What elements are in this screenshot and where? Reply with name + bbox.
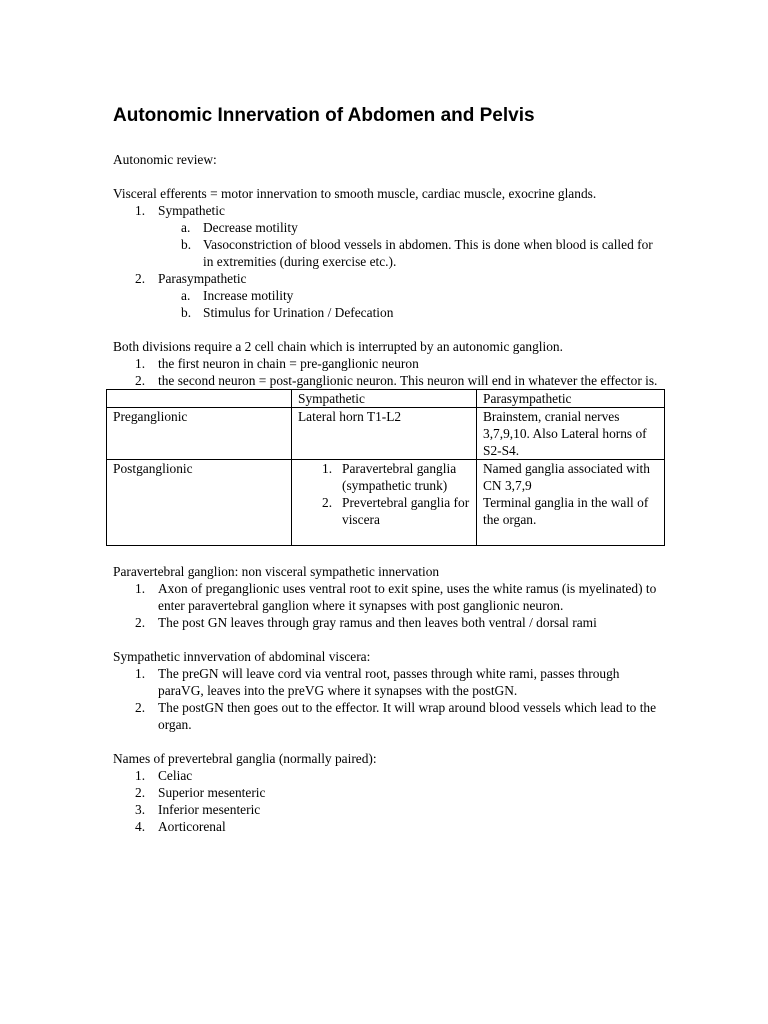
list-number: b.	[181, 237, 192, 252]
list-text: Paravertebral ganglia (sympathetic trunk)	[342, 461, 457, 493]
list-item	[113, 202, 663, 219]
list-number: 2.	[135, 700, 146, 715]
postganglionic-sympathetic-list	[298, 460, 470, 528]
table-header-cell: Sympathetic	[292, 390, 477, 408]
list-number: 2.	[135, 615, 146, 630]
table-cell: Brainstem, cranial nerves 3,7,9,10. Also Lateral horns of S2-S4.	[477, 408, 665, 460]
list-text: Axon of preganglionic uses ventral root to exit spine, uses the white ramus (is myelinated) to enter paravertebral ganglion where it synapses with post ganglionic neuron.	[158, 581, 657, 613]
prevertebral-heading: Names of prevertebral ganglia (normally paired):	[113, 751, 377, 766]
list-text: the second neuron = post-ganglionic neuron. This neuron will end in whatever the effector is.	[158, 373, 658, 388]
table-cell	[292, 460, 477, 546]
list-text: Superior mesenteric	[158, 785, 266, 800]
list-text: The post GN leaves through gray ramus and then leaves both ventral / dorsal rami	[158, 615, 597, 630]
list-number: 1.	[135, 768, 146, 783]
list-text: Stimulus for Urination / Defecation	[203, 305, 394, 320]
list-text: The preGN will leave cord via ventral root, passes through white rami, passes through paraVG, leaves into the preVG where it synapses with the postGN.	[158, 666, 620, 698]
list-number: b.	[181, 305, 192, 320]
table-row	[107, 408, 665, 460]
list-item	[113, 801, 663, 818]
table-header-row	[107, 390, 665, 408]
list-item	[113, 287, 663, 304]
table-header-cell	[107, 390, 292, 408]
list-item	[113, 219, 663, 236]
list-number: 2.	[322, 495, 333, 510]
list-text: Aorticorenal	[158, 819, 226, 834]
list-text: Prevertebral ganglia for viscera	[342, 495, 470, 527]
list-number: 1.	[135, 356, 146, 371]
list-number: 2.	[135, 373, 146, 388]
paravertebral-list	[113, 580, 663, 631]
list-text: Celiac	[158, 768, 193, 783]
list-item	[113, 699, 663, 733]
list-item	[298, 460, 470, 494]
visceral-efferents-text: Visceral efferents = motor innervation to smooth muscle, cardiac muscle, exocrine glands.	[113, 186, 597, 201]
table-cell	[477, 460, 665, 546]
list-number: 2.	[135, 271, 146, 286]
list-number: 1.	[322, 461, 333, 476]
list-item	[113, 270, 663, 287]
division-label: Parasympathetic	[158, 271, 247, 286]
chain-list	[113, 355, 663, 389]
list-number: 1.	[135, 666, 146, 681]
list-number: 1.	[135, 581, 146, 596]
list-item	[113, 580, 663, 614]
paravertebral-heading: Paravertebral ganglion: non visceral sympathetic innervation	[113, 564, 440, 579]
review-heading: Autonomic review:	[113, 152, 217, 167]
list-item	[298, 494, 470, 528]
list-number: a.	[181, 220, 191, 235]
list-item	[113, 372, 663, 389]
list-item	[113, 784, 663, 801]
table-cell: Postganglionic	[107, 460, 292, 546]
list-text: the first neuron in chain = pre-ganglionic neuron	[158, 356, 419, 371]
abdominal-heading: Sympathetic innvervation of abdominal viscera:	[113, 649, 371, 664]
list-number: 3.	[135, 802, 146, 817]
list-item	[113, 355, 663, 372]
document-title: Autonomic Innervation of Abdomen and Pelvis	[113, 105, 535, 126]
chain-intro-text: Both divisions require a 2 cell chain which is interrupted by an autonomic ganglion.	[113, 339, 563, 354]
list-text: Decrease motility	[203, 220, 298, 235]
divisions-list-cont	[113, 270, 663, 287]
list-item	[113, 614, 663, 631]
cell-text: Terminal ganglia in the wall of the organ.	[483, 495, 649, 527]
document-content	[113, 104, 663, 835]
table-row	[107, 460, 665, 546]
list-text: Increase motility	[203, 288, 294, 303]
list-item	[113, 304, 663, 321]
list-item	[113, 236, 663, 270]
abdominal-list	[113, 665, 663, 733]
table-cell: Lateral horn T1-L2	[292, 408, 477, 460]
parasympathetic-sublist	[113, 287, 663, 321]
list-item	[113, 767, 663, 784]
list-text: The postGN then goes out to the effector. It will wrap around blood vessels which lead to the organ.	[158, 700, 657, 732]
table-cell: Preganglionic	[107, 408, 292, 460]
list-number: 4.	[135, 819, 146, 834]
list-number: a.	[181, 288, 191, 303]
cell-text: Named ganglia associated with CN 3,7,9	[483, 461, 650, 493]
list-text: Vasoconstriction of blood vessels in abdomen. This is done when blood is called for in extremities (during exercise etc.).	[203, 237, 653, 269]
list-number: 1.	[135, 203, 146, 218]
prevertebral-list	[113, 767, 663, 835]
list-item	[113, 818, 663, 835]
list-item	[113, 665, 663, 699]
divisions-list	[113, 202, 663, 219]
sympathetic-sublist	[113, 219, 663, 270]
table-header-cell: Parasympathetic	[477, 390, 665, 408]
division-label: Sympathetic	[158, 203, 225, 218]
list-text: Inferior mesenteric	[158, 802, 261, 817]
ganglion-table	[106, 389, 665, 546]
list-number: 2.	[135, 785, 146, 800]
